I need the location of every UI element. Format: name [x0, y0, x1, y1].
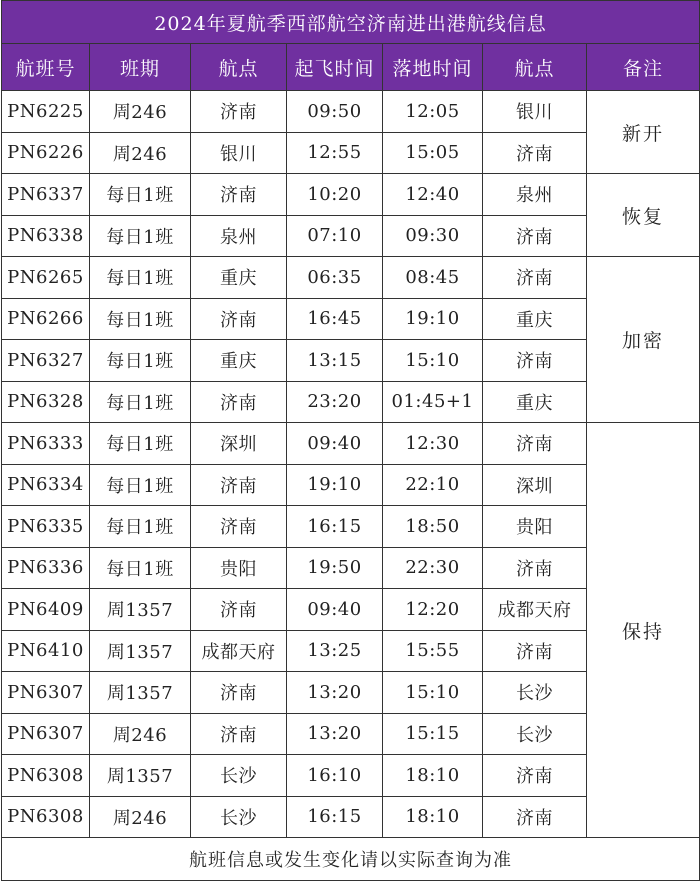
schedule-cell: 周1357: [90, 672, 191, 714]
departure-time-cell: 09:40: [287, 589, 383, 631]
title-row: [2, 1, 700, 44]
flight-info-sheet: [1, 0, 699, 881]
arrival-time-cell: 12:30: [383, 423, 483, 465]
flight-table: [1, 0, 700, 881]
flight-number-cell: PN6265: [2, 257, 90, 299]
schedule-cell: 每日1班: [90, 257, 191, 299]
departure-time-cell: 07:10: [287, 215, 383, 257]
arrival-time-cell: 08:45: [383, 257, 483, 299]
destination-cell: 贵阳: [483, 506, 587, 548]
arrival-time-cell: 18:50: [383, 506, 483, 548]
flight-number-cell: PN6335: [2, 506, 90, 548]
schedule-cell: 每日1班: [90, 464, 191, 506]
departure-time-cell: 16:15: [287, 796, 383, 838]
departure-time-cell: 13:15: [287, 340, 383, 382]
schedule-cell: 周246: [90, 132, 191, 174]
schedule-cell: 周246: [90, 713, 191, 755]
table-row: [2, 174, 700, 216]
origin-cell: 成都天府: [191, 630, 287, 672]
origin-cell: 济南: [191, 298, 287, 340]
departure-time-cell: 16:15: [287, 506, 383, 548]
footer-row: [2, 838, 700, 881]
arrival-time-cell: 18:10: [383, 755, 483, 797]
remark-cell: 加密: [587, 257, 700, 423]
schedule-cell: 周1357: [90, 589, 191, 631]
departure-time-cell: 13:20: [287, 672, 383, 714]
flight-number-cell: PN6307: [2, 672, 90, 714]
arrival-time-cell: 18:10: [383, 796, 483, 838]
schedule-cell: 周1357: [90, 755, 191, 797]
arrival-time-cell: 12:20: [383, 589, 483, 631]
flight-number-cell: PN6226: [2, 132, 90, 174]
origin-cell: 济南: [191, 174, 287, 216]
arrival-time-cell: 22:10: [383, 464, 483, 506]
schedule-cell: 每日1班: [90, 298, 191, 340]
header-departure-time: 起飞时间: [287, 44, 383, 91]
destination-cell: 济南: [483, 755, 587, 797]
departure-time-cell: 19:50: [287, 547, 383, 589]
schedule-cell: 周246: [90, 796, 191, 838]
destination-cell: 济南: [483, 340, 587, 382]
header-destination: 航点: [483, 44, 587, 91]
origin-cell: 济南: [191, 589, 287, 631]
origin-cell: 长沙: [191, 796, 287, 838]
schedule-cell: 每日1班: [90, 547, 191, 589]
header-row: [2, 44, 700, 91]
schedule-cell: 每日1班: [90, 340, 191, 382]
flight-number-cell: PN6333: [2, 423, 90, 465]
origin-cell: 长沙: [191, 755, 287, 797]
flight-number-cell: PN6266: [2, 298, 90, 340]
remark-cell: 新开: [587, 91, 700, 174]
destination-cell: 长沙: [483, 713, 587, 755]
flight-number-cell: PN6337: [2, 174, 90, 216]
destination-cell: 济南: [483, 630, 587, 672]
schedule-cell: 每日1班: [90, 381, 191, 423]
remark-cell: 恢复: [587, 174, 700, 257]
schedule-cell: 每日1班: [90, 174, 191, 216]
origin-cell: 济南: [191, 713, 287, 755]
departure-time-cell: 06:35: [287, 257, 383, 299]
origin-cell: 济南: [191, 464, 287, 506]
destination-cell: 济南: [483, 215, 587, 257]
schedule-cell: 周1357: [90, 630, 191, 672]
table-row: [2, 423, 700, 465]
destination-cell: 济南: [483, 132, 587, 174]
schedule-cell: 每日1班: [90, 506, 191, 548]
arrival-time-cell: 15:15: [383, 713, 483, 755]
departure-time-cell: 19:10: [287, 464, 383, 506]
flight-number-cell: PN6225: [2, 91, 90, 133]
destination-cell: 长沙: [483, 672, 587, 714]
flight-number-cell: PN6308: [2, 755, 90, 797]
flight-number-cell: PN6336: [2, 547, 90, 589]
header-flight-no: 航班号: [2, 44, 90, 91]
footer-note: 航班信息或发生变化请以实际查询为准: [2, 838, 700, 881]
arrival-time-cell: 15:05: [383, 132, 483, 174]
destination-cell: 济南: [483, 423, 587, 465]
header-remark: 备注: [587, 44, 700, 91]
departure-time-cell: 12:55: [287, 132, 383, 174]
destination-cell: 泉州: [483, 174, 587, 216]
origin-cell: 济南: [191, 91, 287, 133]
departure-time-cell: 09:50: [287, 91, 383, 133]
departure-time-cell: 10:20: [287, 174, 383, 216]
destination-cell: 重庆: [483, 381, 587, 423]
destination-cell: 成都天府: [483, 589, 587, 631]
departure-time-cell: 13:25: [287, 630, 383, 672]
origin-cell: 济南: [191, 381, 287, 423]
arrival-time-cell: 15:10: [383, 340, 483, 382]
arrival-time-cell: 22:30: [383, 547, 483, 589]
departure-time-cell: 13:20: [287, 713, 383, 755]
schedule-cell: 每日1班: [90, 215, 191, 257]
header-origin: 航点: [191, 44, 287, 91]
origin-cell: 银川: [191, 132, 287, 174]
table-row: [2, 91, 700, 133]
destination-cell: 济南: [483, 547, 587, 589]
header-schedule: 班期: [90, 44, 191, 91]
origin-cell: 济南: [191, 672, 287, 714]
arrival-time-cell: 15:10: [383, 672, 483, 714]
arrival-time-cell: 15:55: [383, 630, 483, 672]
destination-cell: 济南: [483, 257, 587, 299]
origin-cell: 泉州: [191, 215, 287, 257]
schedule-cell: 周246: [90, 91, 191, 133]
arrival-time-cell: 01:45+1: [383, 381, 483, 423]
origin-cell: 重庆: [191, 257, 287, 299]
table-title: 2024年夏航季西部航空济南进出港航线信息: [2, 1, 700, 44]
departure-time-cell: 09:40: [287, 423, 383, 465]
arrival-time-cell: 19:10: [383, 298, 483, 340]
flight-number-cell: PN6307: [2, 713, 90, 755]
flight-number-cell: PN6328: [2, 381, 90, 423]
remark-cell: 保持: [587, 423, 700, 838]
flight-number-cell: PN6327: [2, 340, 90, 382]
departure-time-cell: 23:20: [287, 381, 383, 423]
origin-cell: 济南: [191, 506, 287, 548]
origin-cell: 重庆: [191, 340, 287, 382]
flight-number-cell: PN6338: [2, 215, 90, 257]
table-row: [2, 257, 700, 299]
flight-number-cell: PN6334: [2, 464, 90, 506]
schedule-cell: 每日1班: [90, 423, 191, 465]
departure-time-cell: 16:45: [287, 298, 383, 340]
destination-cell: 济南: [483, 796, 587, 838]
flight-number-cell: PN6308: [2, 796, 90, 838]
destination-cell: 银川: [483, 91, 587, 133]
origin-cell: 深圳: [191, 423, 287, 465]
arrival-time-cell: 12:40: [383, 174, 483, 216]
destination-cell: 深圳: [483, 464, 587, 506]
arrival-time-cell: 09:30: [383, 215, 483, 257]
departure-time-cell: 16:10: [287, 755, 383, 797]
flight-number-cell: PN6410: [2, 630, 90, 672]
destination-cell: 重庆: [483, 298, 587, 340]
arrival-time-cell: 12:05: [383, 91, 483, 133]
origin-cell: 贵阳: [191, 547, 287, 589]
flight-number-cell: PN6409: [2, 589, 90, 631]
header-arrival-time: 落地时间: [383, 44, 483, 91]
